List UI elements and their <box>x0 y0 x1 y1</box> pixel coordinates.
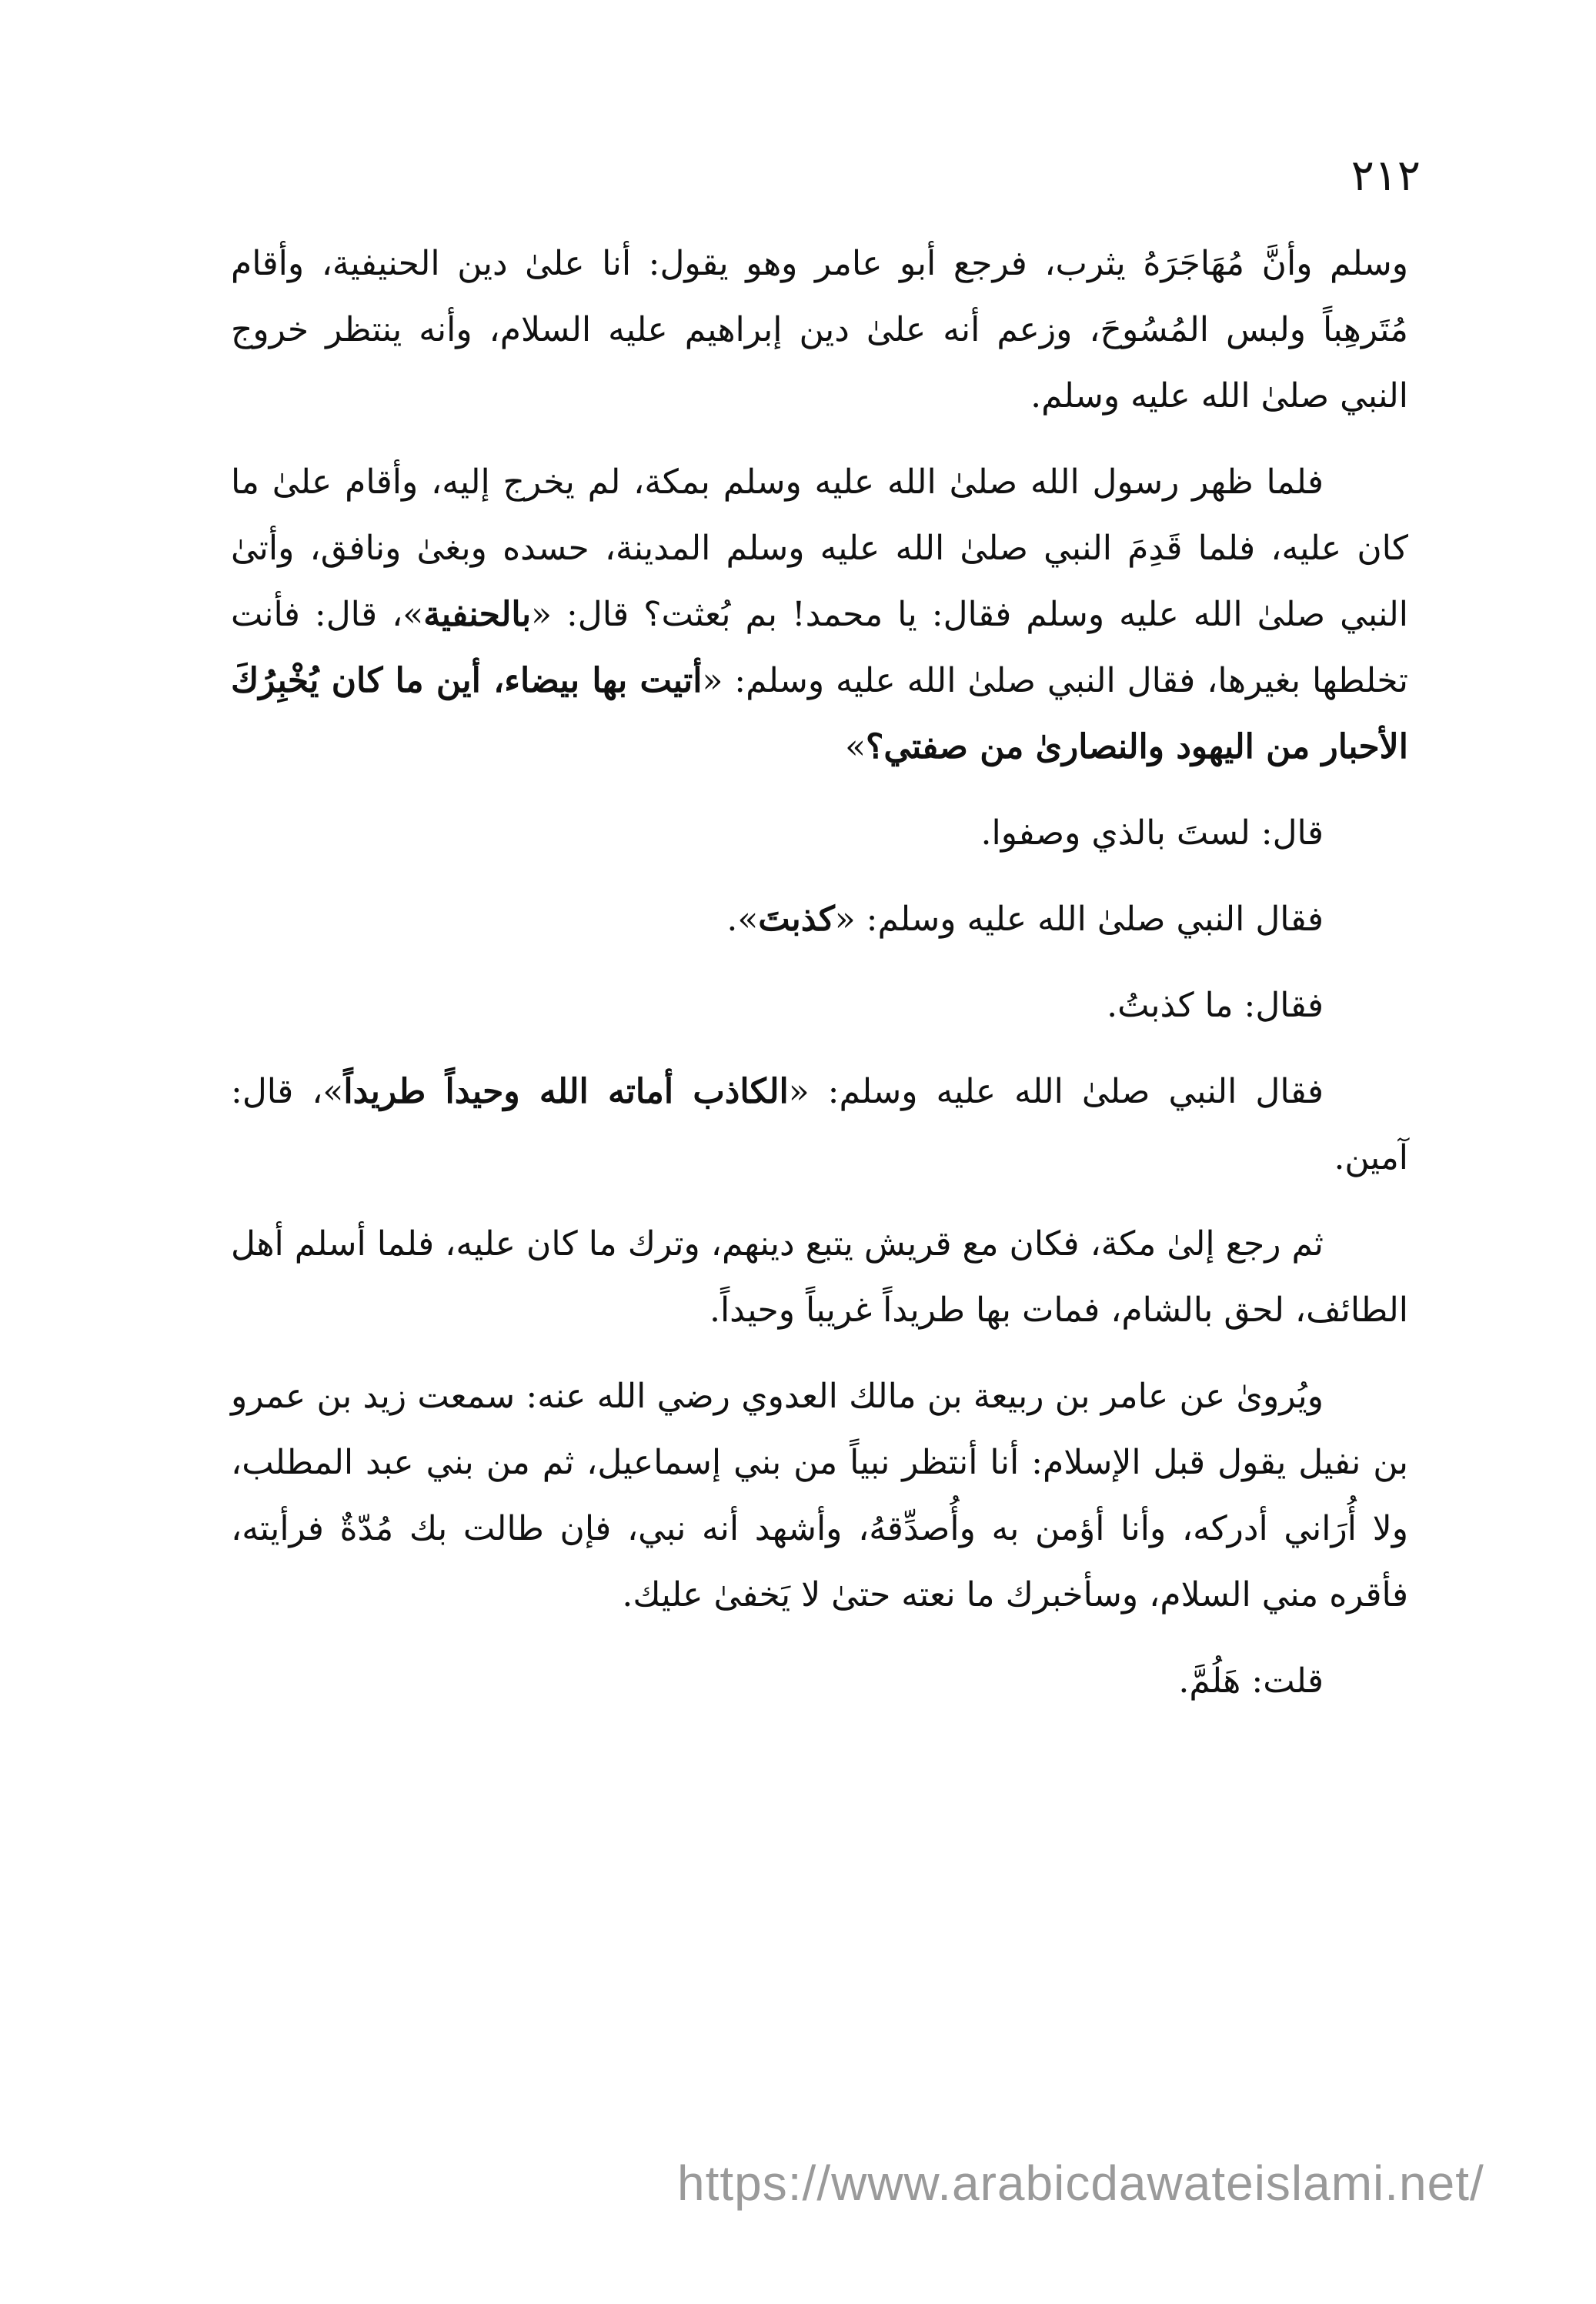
text-run: ثم رجع إلىٰ مكة، فكان مع قريش يتبع دينهم، وترك ما كان عليه، فلما أسلم أهل الطائف، لحق بالشام، فمات بها طريداً غريباً وحيداً. <box>231 1224 1408 1330</box>
paragraph <box>231 973 1408 1039</box>
bold-quote: بالحنفية <box>423 595 532 634</box>
text-run: فقال النبي صلىٰ الله عليه وسلم: « <box>834 900 1324 939</box>
text-run: »، قال: فأنت تخلطها بغيرها، فقال النبي صلىٰ الله عليه وسلم: « <box>231 595 1408 700</box>
text-run: »، قال: آمين. <box>231 1072 1408 1177</box>
paragraph <box>231 887 1408 953</box>
text-run: فقال: ما كذبتُ. <box>1107 986 1324 1025</box>
bold-quote: كذبتَ <box>758 900 835 939</box>
paragraph <box>231 1211 1408 1344</box>
page-body <box>231 231 1408 1735</box>
paragraph <box>231 449 1408 780</box>
watermark-url: https://www.arabicdawateislami.net/ <box>677 2155 1484 2211</box>
text-run: » <box>845 727 866 766</box>
paragraph <box>231 231 1408 429</box>
text-run: قال: لستَ بالذي وصفوا. <box>980 813 1324 853</box>
text-run: ويُروىٰ عن عامر بن ربيعة بن مالك العدوي رضي الله عنه: سمعت زيد بن عمرو بن نفيل يقول قبل الإسلام: أنا أنتظر نبياً من بني إسماعيل، ثم من بني عبد المطلب، ولا أُرَاني أدركه، وأنا أؤمن به وأُصدِّقهُ، وأشهد أنه نبي، فإن طالت بك مُدّةٌ فرأيته، فأقره مني السلام، وسأخبرك ما نعته حتىٰ لا يَخفىٰ عليك. <box>231 1377 1408 1614</box>
paragraph <box>231 800 1408 867</box>
paragraph <box>231 1059 1408 1191</box>
text-run: ». <box>726 900 759 939</box>
paragraph <box>231 1364 1408 1628</box>
bold-quote: الكاذب أماته الله وحيداً طريداً <box>343 1072 789 1111</box>
paragraph <box>231 1648 1408 1715</box>
text-run: قلت: هَلُمَّ. <box>1178 1661 1324 1701</box>
page-number: ٢١٢ <box>1351 151 1421 201</box>
bold-quote: أتيت بها بيضاء، أين ما كان يُخْبِرُكَ الأحبار من اليهود والنصارىٰ من صفتي؟ <box>231 661 1408 766</box>
text-run: فلما ظهر رسول الله صلىٰ الله عليه وسلم بمكة، لم يخرج إليه، وأقام علىٰ ما كان عليه، فلما قَدِمَ النبي صلىٰ الله عليه وسلم المدينة، حسده وبغىٰ ونافق، وأتىٰ النبي صلىٰ الله عليه وسلم فقال: يا محمد! بم بُعثت؟ قال: « <box>231 462 1409 634</box>
text-run: فقال النبي صلىٰ الله عليه وسلم: « <box>788 1072 1324 1111</box>
text-run: وسلم وأنَّ مُهَاجَرَهُ يثرب، فرجع أبو عامر وهو يقول: أنا علىٰ دين الحنيفية، وأقام مُتَرهِباً ولبس المُسُوحَ، وزعم أنه علىٰ دين إبراهيم عليه السلام، وأنه ينتظر خروج النبي صلىٰ الله عليه وسلم. <box>231 244 1408 416</box>
